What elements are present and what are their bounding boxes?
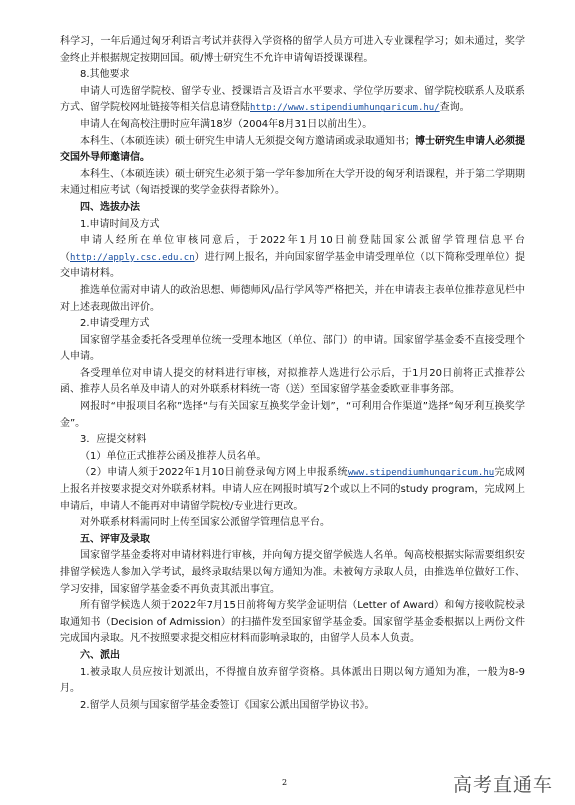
- paragraph-language-course: 本科生、（本硕连读）硕士研究生必须于第一学年参加所在大学开设的匈牙利语课程，并于第二学期期末通过相应考试（匈语授课的奖学金获得者除外）。: [60, 168, 525, 197]
- paragraph-award-letter: 所有留学候选人须于2022年7月15日前将匈方奖学金证明信（Letter of Award）和匈方接收院校录取通知书（Decision of Admission）的扫描件发至国家留学基金委。国家留学基金委根据以上两份文件完成国内录取。凡不按照要求提交相应材料而影响录取的，由留学人员本人负责。: [60, 600, 525, 645]
- invitation-text: 本科生、（本硕连读）硕士研究生申请人无须提交匈方邀请函或录取通知书；: [80, 135, 415, 147]
- paragraph-material-1: （1）单位正式推荐公函及推荐人员名单。: [80, 450, 267, 462]
- page-number: 2: [282, 778, 288, 787]
- watermark-text: 高考直通车: [452, 774, 553, 796]
- paragraph-material-2: [60, 465, 525, 515]
- csc-apply-link[interactable]: http://apply.csc.edu.cn: [70, 252, 195, 263]
- school-info-text: 申请人可选留学院校、留学专业、授课语言及语言水平要求、学位学历要求、留学院校联系人及联系方式、留学院校网址链接等相关信息请登陆: [60, 85, 525, 114]
- paragraph-study-requirement: 科学习，一年后通过匈牙利语言考试并获得入学资格的留学人员方可进入专业课程学习；如未通过，奖学金终止并根据规定按期回国。硕/博士研究生不允许申请匈语授课课程。: [60, 36, 525, 64]
- registration-tail: ）进行网上报名，并向国家留学基金申请受理单位（以下简称受理单位）提交申请材料。: [60, 251, 526, 280]
- paragraph-project-selection: 网报时“申报项目名称”选择“与有关国家互换奖学金计划”，“可利用合作渠道”选择“匈牙利互换奖学金”。: [60, 401, 525, 429]
- paragraph-invitation: [60, 134, 525, 167]
- paragraph-upload-materials: 对外联系材料需同时上传至国家公派留学管理信息平台。: [80, 517, 330, 529]
- paragraph-unit-review: 推选单位需对申请人的政治思想、师德师风/品行学风等严格把关，并在申请表主表单位推荐意见栏中对上述表现做出评价。: [60, 284, 525, 313]
- registration-text: 申请人经所在单位审核同意后，于2022年1月10日前登陆国家公派留学管理信息平台（: [60, 235, 525, 263]
- section-heading-selection: 四、选拔办法: [80, 201, 140, 213]
- material-2-tail: 完成网上报名并按要求提交对外联系材料。申请人应在网报时填写2个或以上不同的study program，完成网上申请后，申请人不能再对申请留学院校/专业进行更改。: [60, 467, 526, 512]
- paragraph-review-process: 国家留学基金委将对申请材料进行审核，并向匈方提交留学候选人名单。匈高校根据实际需要组织安排留学候选人参加入学考试，最终录取结果以匈方通知为准。未被匈方录取人员，由推选单位做好工作、学习安排，国家留学基金委不再负责其派出事宜。: [60, 550, 525, 595]
- subheading-other-requirements: 8.其他要求: [80, 69, 130, 81]
- subheading-materials: 3．应提交材料: [80, 434, 147, 446]
- hungary-system-link[interactable]: www.stipendiumhungaricum.hu: [347, 468, 495, 479]
- paragraph-acceptance-unit: 国家留学基金委托各受理单位统一受理本地区（单位、部门）的申请。国家留学基金委不直接受理个人申请。: [60, 334, 525, 363]
- paragraph-dispatch-plan: 1.被录取人员应按计划派出，不得擅自放弃留学资格。具体派出日期以匈方通知为准，一般为8-9月。: [60, 666, 525, 695]
- section-heading-review: 五、评审及录取: [80, 533, 150, 545]
- subheading-acceptance-method: 2.申请受理方式: [80, 318, 150, 330]
- document-body: [60, 34, 525, 714]
- paragraph-online-registration: [60, 233, 525, 283]
- material-2-text: （2）申请人须于2022年1月10日前登录匈方网上申报系统: [80, 467, 348, 479]
- school-info-tail: 查询。: [439, 102, 470, 114]
- section-heading-dispatch: 六、派出: [80, 649, 120, 661]
- subheading-application-time: 1.申请时间及方式: [80, 218, 160, 230]
- paragraph-agreement: 2.留学人员须与国家留学基金委签订《国家公派出国留学协议书》。: [80, 699, 375, 711]
- invitation-bold-text: 博士研究生申请人必须提交国外导师邀请信。: [60, 135, 525, 164]
- paragraph-age-requirement: 申请人在匈高校注册时应年满18岁（2004年8月31日以前出生）。: [80, 118, 373, 130]
- paragraph-school-info: [60, 84, 525, 117]
- stipendium-link[interactable]: http://www.stipendiumhungaricum.hu/: [250, 103, 440, 114]
- paragraph-review-publicity: 各受理单位对申请人提交的材料进行审核，对拟推荐人选进行公示后，于1月20日前将正式推荐公函、推荐人员名单及申请人的对外联系材料统一寄（送）至国家留学基金委欧亚非事务部。: [60, 367, 525, 396]
